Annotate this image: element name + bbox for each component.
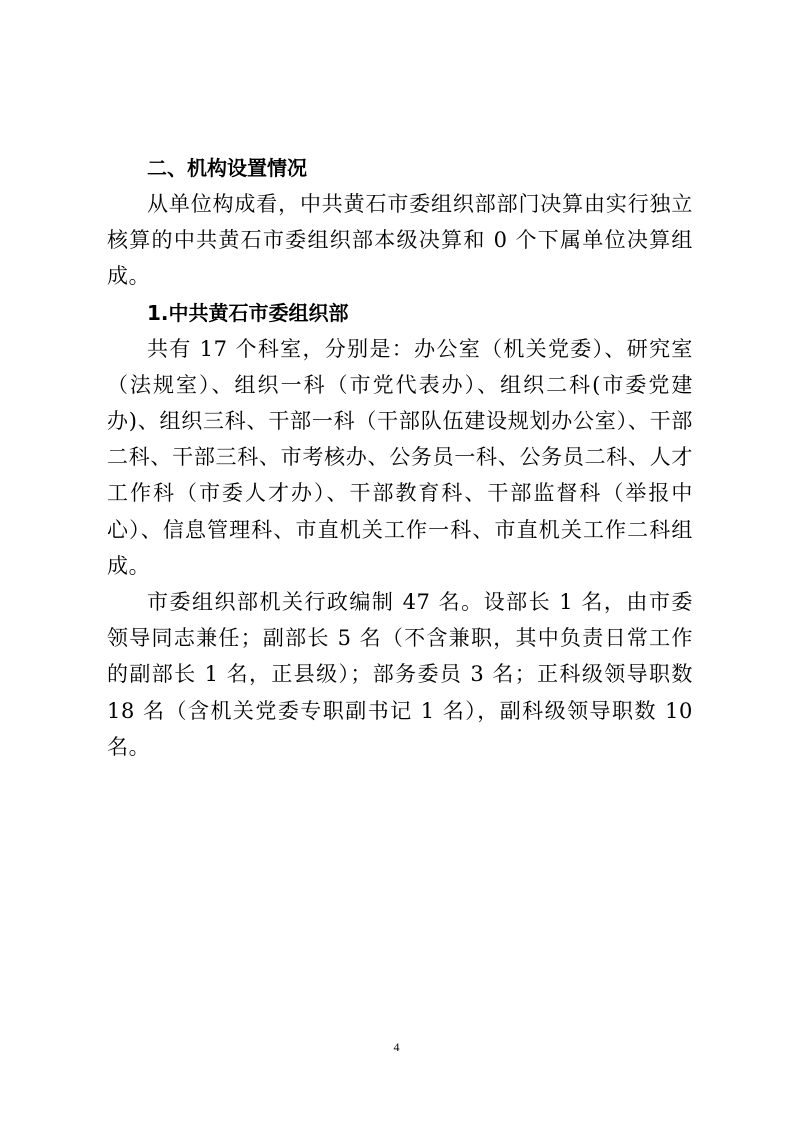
page-number: 4 [393,1040,400,1054]
departments-paragraph: 共有 17 个科室，分别是：办公室（机关党委）、研究室（法规室）、组织一科（市党代表办）、组织二科(市委党建办)、组织三科、干部一科（干部队伍建设规划办公室）、干部二科、干部三科、市考核办、公务员一科、公务员二科、人才工作科（市委人才办）、干部教育科、干部监督科（举报中心）、信息管理科、市直机关工作一科、市直机关工作二科组成。 [107,336,693,578]
document-body [107,150,693,765]
section-heading: 二、机构设置情况 [147,156,307,180]
subsection-heading: 1.中共黄石市委组织部 [147,300,349,325]
intro-paragraph: 从单位构成看，中共黄石市委组织部部门决算由实行独立核算的中共黄石市委组织部本级决算和 0 个下属单位决算组成。 [107,192,693,289]
staffing-paragraph: 市委组织部机关行政编制 47 名。设部长 1 名，由市委领导同志兼任；副部长 5 名（不含兼职，其中负责日常工作的副部长 1 名，正县级）；部务委员 3 名；正科级领导职数 18 名（含机关党委专职副书记 1 名），副科级领导职数 10 名。 [107,590,693,759]
